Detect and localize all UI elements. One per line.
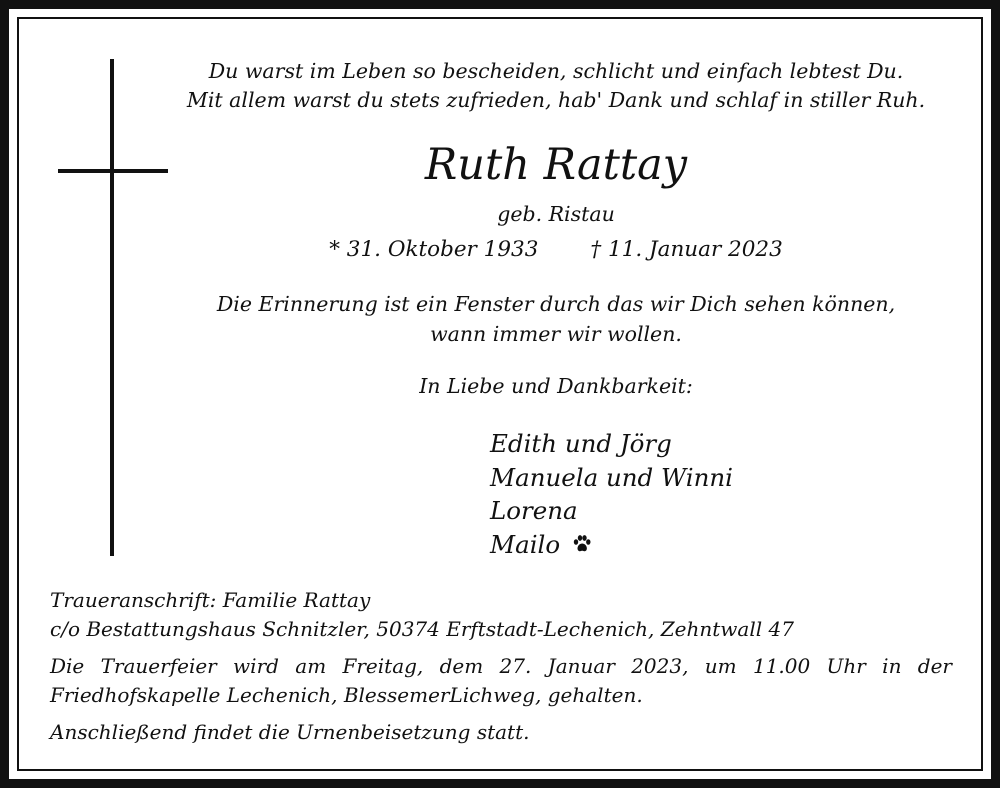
deceased-name: Ruth Rattay: [424, 140, 688, 190]
thanks-line: In Liebe und Dankbarkeit:: [419, 374, 693, 398]
mourner-name: Mailo: [490, 529, 561, 559]
ceremony-line-2: Friedhofskapelle Lechenich, BlessemerLichweg, gehalten.: [50, 682, 643, 707]
birth-name: geb. Ristau: [497, 202, 615, 226]
memorial-quote: [56, 289, 1000, 349]
paw-icon: [572, 534, 592, 554]
mourner-item: [490, 461, 733, 495]
quote-line-1: Die Erinnerung ist ein Fenster durch das wir Dich sehen können,: [216, 292, 896, 316]
mourner-name: Lorena: [490, 496, 578, 525]
funeral-ceremony-info: [50, 652, 952, 709]
mourner-name: Edith und Jörg: [490, 429, 672, 458]
death-date: † 11. Januar 2023: [590, 237, 783, 262]
mourner-name: Manuela und Winni: [490, 462, 733, 492]
mourner-item: [490, 528, 733, 562]
ceremony-line-1: Die Trauerfeier wird am Freitag, dem 27. Januar 2023, um 11.00 Uhr in der: [50, 654, 952, 678]
mourners-list: [490, 427, 733, 561]
verse: [56, 57, 1000, 115]
birth-date: * 31. Oktober 1933: [329, 237, 539, 262]
mourner-item: [490, 427, 733, 461]
verse-line-1: Du warst im Leben so bescheiden, schlicht und einfach lebtest Du.: [208, 59, 904, 83]
address-line-1: Traueranschrift: Familie Rattay: [50, 588, 371, 612]
address-line-2: c/o Bestattungshaus Schnitzler, 50374 Erftstadt-Lechenich, Zehntwall 47: [50, 616, 794, 641]
life-dates: [56, 235, 1000, 265]
urn-burial-note: Anschließend findet die Urnenbeisetzung statt.: [50, 720, 530, 744]
mourning-address: [50, 586, 952, 643]
verse-line-2: Mit allem warst du stets zufrieden, hab' Dank und schlaf in stiller Ruh.: [186, 88, 926, 112]
quote-line-2: wann immer wir wollen.: [430, 322, 682, 346]
mourner-item: [490, 494, 733, 528]
